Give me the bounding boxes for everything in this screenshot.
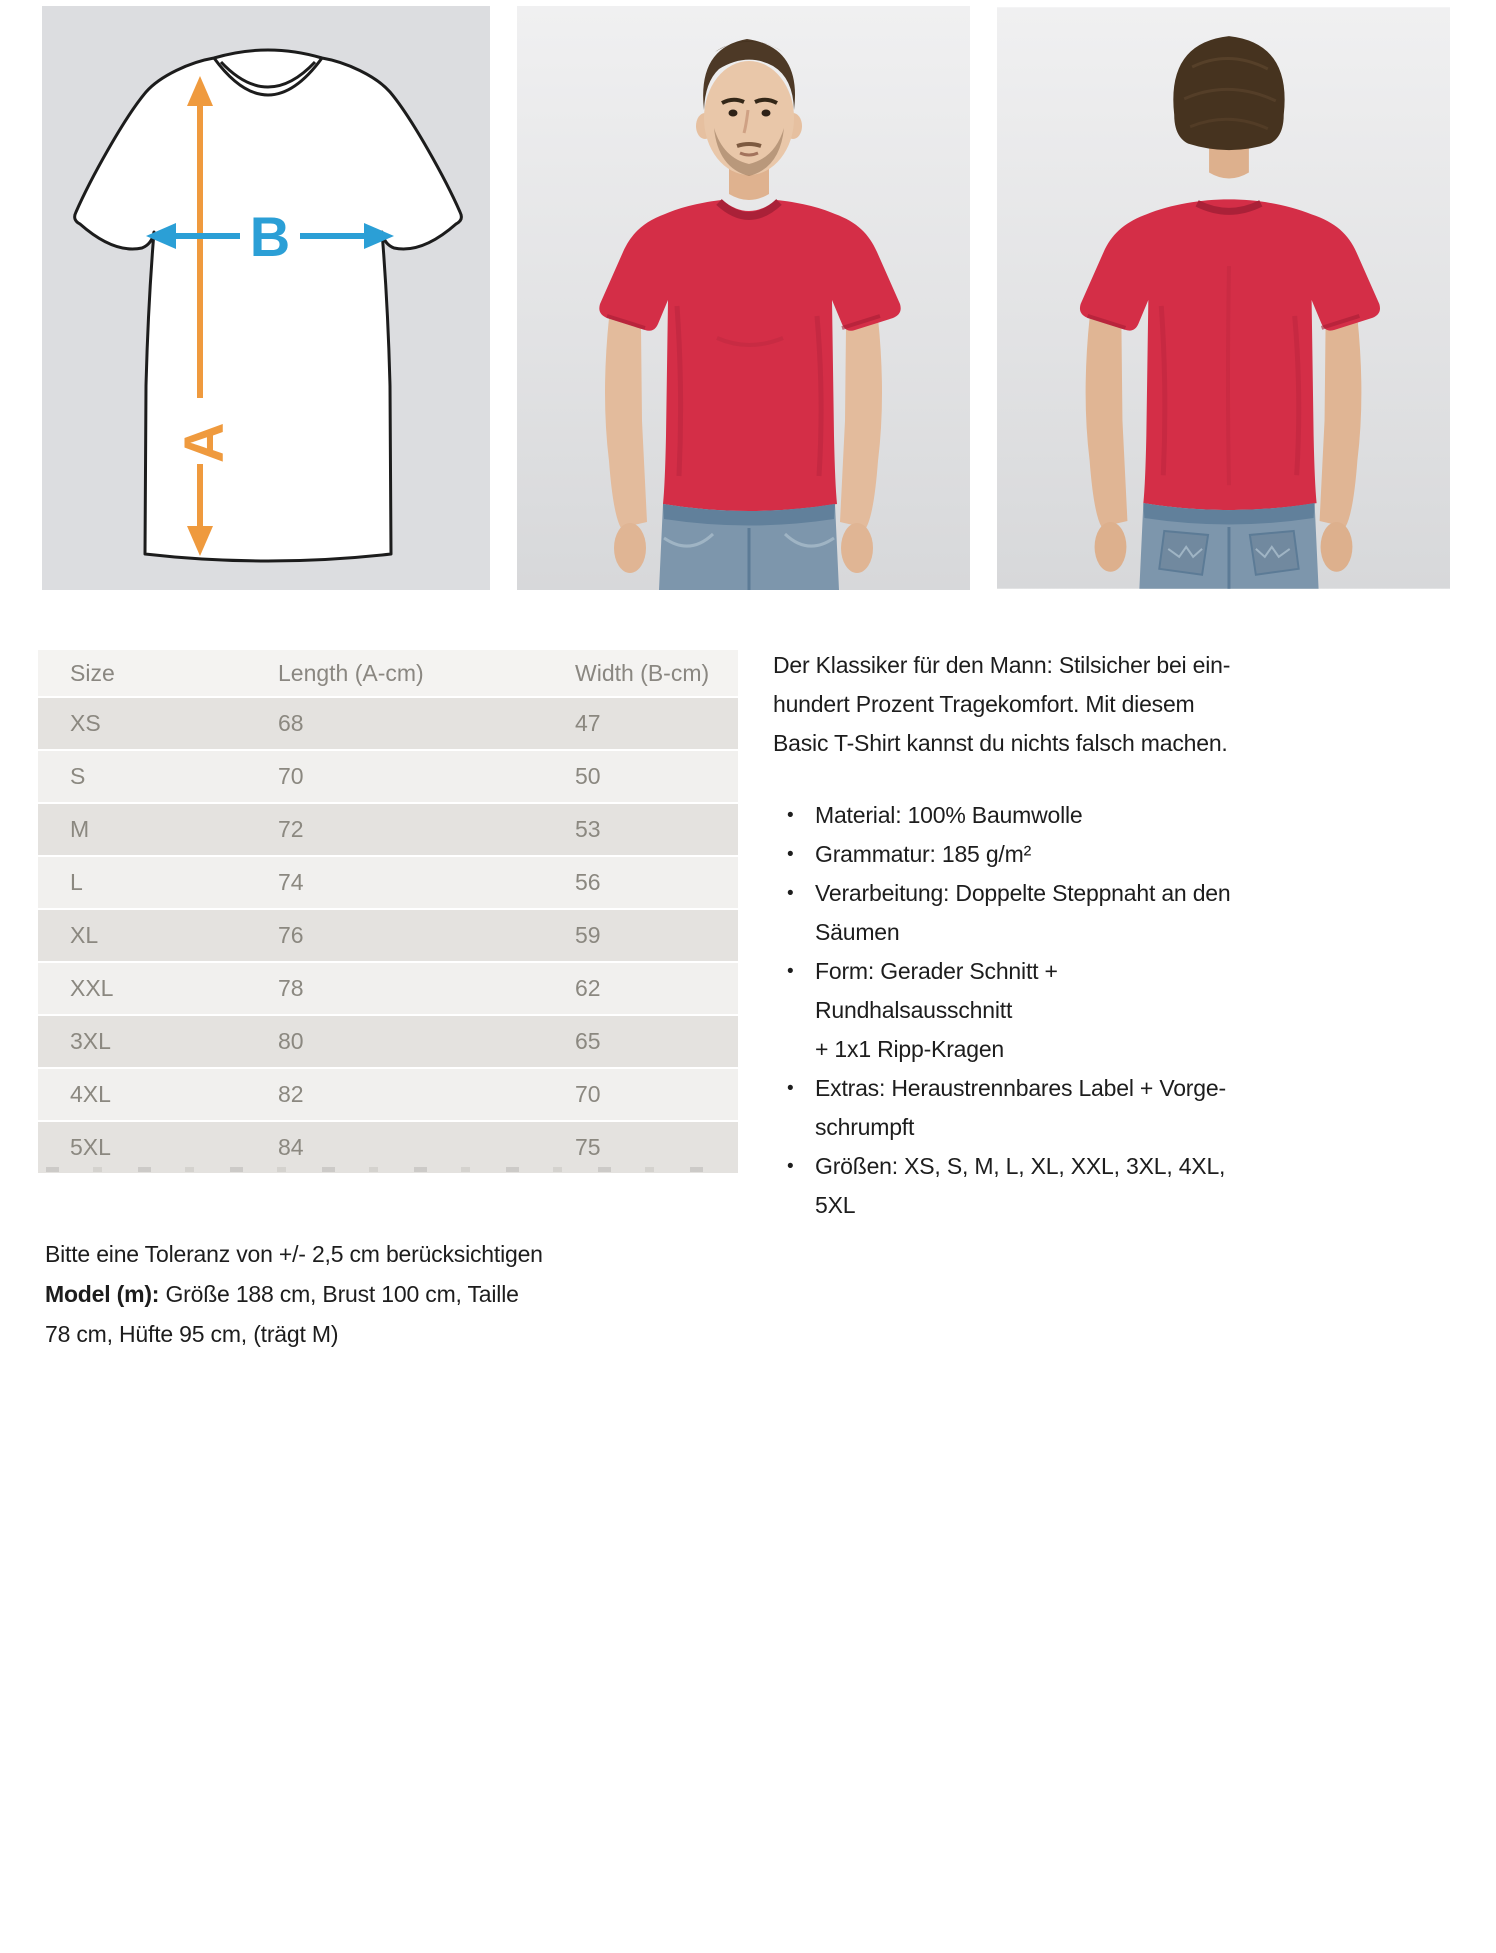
media-row [42,6,1450,590]
table-row [38,1016,738,1067]
table-cell-length: 80 [240,1016,537,1067]
table-cell-width: 59 [537,910,738,961]
table-cell-size: XXL [38,963,240,1014]
table-cell-size: 5XL [38,1122,240,1173]
bullet-dot: • [787,883,794,904]
feature-item [773,796,1253,835]
table-row [38,857,738,908]
table-row [38,1122,738,1173]
table-cell-width: 65 [537,1016,738,1067]
bullet-text: Verarbeitung: Doppelte Steppnaht an den Säumen [815,880,1231,945]
table-cell-length: 74 [240,857,537,908]
tshirt-outline [75,50,462,561]
product-photo-back [997,6,1450,590]
bullet-text: Material: 100% Baumwolle [815,802,1083,828]
table-cell-size: 4XL [38,1069,240,1120]
table-cell-width: 50 [537,751,738,802]
feature-item [773,874,1253,952]
table-cell-length: 68 [240,698,537,749]
product-description [773,646,1253,1225]
table-cell-width: 47 [537,698,738,749]
bullet-dot: • [787,1078,794,1099]
table-cell-length: 82 [240,1069,537,1120]
table-cell-size: L [38,857,240,908]
table-cell-length: 78 [240,963,537,1014]
table-row [38,751,738,802]
product-photo-front [517,6,970,590]
table-cell-size: XS [38,698,240,749]
table-cell-length: 76 [240,910,537,961]
bullet-dot: • [787,805,794,826]
table-cell-size: 3XL [38,1016,240,1067]
size-table-body [38,698,738,1173]
product-photo-front-panel [517,6,970,590]
table-cell-width: 56 [537,857,738,908]
feature-item [773,952,1253,1069]
bullet-text: Form: Gerader Schnitt + Rundhalsausschnitt + 1x1 Ripp-Kragen [815,958,1058,1062]
feature-item [773,835,1253,874]
table-cell-width: 53 [537,804,738,855]
table-row [38,910,738,961]
table-cell-width: 75 [537,1122,738,1173]
bullet-dot: • [787,1156,794,1177]
table-row [38,698,738,749]
table-header-width: Width (B-cm) [537,650,738,696]
feature-list [773,796,1253,1225]
size-diagram [42,6,490,590]
feature-item [773,1147,1253,1225]
table-cell-width: 62 [537,963,738,1014]
table-cell-length: 84 [240,1122,537,1173]
table-row [38,1069,738,1120]
table-cell-length: 70 [240,751,537,802]
product-photo-back-panel [997,6,1450,590]
table-row [38,963,738,1014]
measurement-label-b: B [249,205,291,268]
table-cell-size: XL [38,910,240,961]
description-intro: Der Klassiker für den Mann: Stilsicher bei ein- hundert Prozent Tragekomfort. Mit diesem Basic T-Shirt kannst du nichts falsch machen. [773,652,1231,756]
table-cell-size: M [38,804,240,855]
size-table-header-row [38,650,738,696]
table-header-size: Size [38,650,240,696]
table-header-length: Length (A-cm) [240,650,537,696]
model-info-line2: 78 cm, Hüfte 95 cm, (trägt M) [45,1321,339,1347]
size-table [38,648,738,1175]
table-cell-size: S [38,751,240,802]
table-clipped-row [46,1167,730,1172]
model-info-label: Model (m): [45,1281,160,1307]
bullet-text: Extras: Heraustrennbares Label + Vorge- schrumpft [815,1075,1226,1140]
table-cell-length: 72 [240,804,537,855]
feature-item [773,1069,1253,1147]
tolerance-line: Bitte eine Toleranz von +/- 2,5 cm berücksichtigen [45,1241,543,1267]
model-info-line1: Größe 188 cm, Brust 100 cm, Taille [159,1281,519,1307]
bullet-dot: • [787,961,794,982]
bullet-text: Größen: XS, S, M, L, XL, XXL, 3XL, 4XL, 5XL [815,1153,1226,1218]
tolerance-note [45,1234,665,1354]
table-row [38,804,738,855]
measurement-label-a: A [172,422,235,463]
table-cell-width: 70 [537,1069,738,1120]
size-diagram-panel [42,6,490,590]
bullet-text: Grammatur: 185 g/m² [815,841,1032,867]
bullet-dot: • [787,844,794,865]
